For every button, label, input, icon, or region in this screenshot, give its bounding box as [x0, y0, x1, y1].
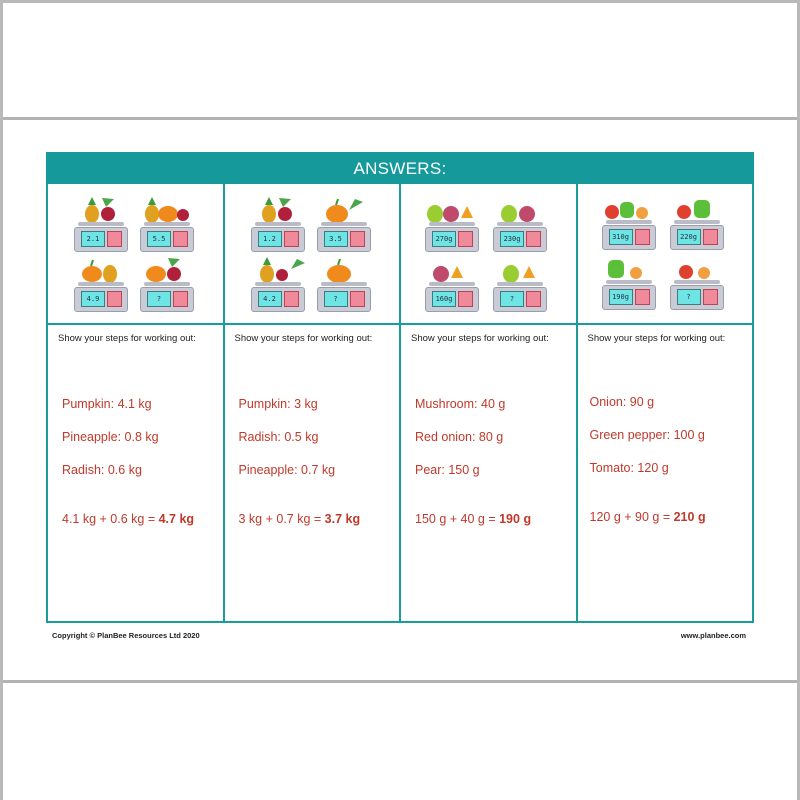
working-out-area: [225, 325, 400, 621]
weighing-scale: [251, 222, 305, 254]
produce-icon: [255, 196, 309, 224]
working-out-prompt: Show your steps for working out:: [234, 333, 373, 344]
produce-icon: [493, 196, 547, 224]
answers-header: ANSWERS:: [46, 152, 754, 184]
produce-icon: [255, 256, 309, 284]
answer-line: Mushroom: 40 g: [415, 397, 506, 411]
answer-line: Pumpkin: 4.1 kg: [62, 397, 152, 411]
produce-icon: [600, 254, 654, 282]
scale-display: 230g: [500, 231, 524, 247]
answer-list: [62, 397, 222, 526]
produce-icon: [670, 254, 724, 282]
produce-icon: [78, 256, 132, 284]
calculation: [239, 512, 399, 526]
calculation-expression: 150 g + 40 g =: [415, 512, 500, 526]
answer-line: Tomato: 120 g: [589, 461, 669, 475]
weighing-scale: [425, 222, 479, 254]
scale-display: 2.1: [81, 231, 105, 247]
weighing-scale: [140, 222, 194, 254]
answers-grid: [46, 184, 754, 623]
weighing-scale: [493, 282, 547, 314]
answer-line: Green pepper: 100 g: [589, 428, 705, 442]
produce-icon: [315, 196, 369, 224]
scale-display: 270g: [432, 231, 456, 247]
scale-display: ?: [324, 291, 348, 307]
working-out-area: [578, 325, 753, 621]
weighing-scale: [425, 282, 479, 314]
answer-line: Onion: 90 g: [589, 395, 655, 409]
copyright-text: Copyright © PlanBee Resources Ltd 2020: [52, 631, 200, 640]
calculation-expression: 120 g + 90 g =: [589, 510, 674, 524]
produce-icon: [138, 196, 192, 224]
produce-icon: [600, 194, 654, 222]
answer-list: [590, 395, 750, 524]
calculation-expression: 3 kg + 0.7 kg =: [238, 512, 325, 526]
weighing-scale: [317, 282, 371, 314]
bottom-margin: [3, 680, 797, 800]
top-margin: [3, 3, 797, 120]
answer-line: Pineapple: 0.7 kg: [238, 463, 336, 477]
weighing-scale: [670, 220, 724, 252]
produce-icon: [78, 196, 132, 224]
scales-illustration: [578, 184, 753, 325]
answer-column-1: [48, 184, 225, 623]
scale-display: 3.5: [324, 231, 348, 247]
weighing-scale: [317, 222, 371, 254]
working-out-prompt: Show your steps for working out:: [58, 333, 196, 344]
scales-illustration: [48, 184, 223, 325]
calculation-expression: 4.1 kg + 0.6 kg =: [62, 512, 159, 526]
answer-line: Red onion: 80 g: [415, 430, 504, 444]
scale-display: 1.2: [258, 231, 282, 247]
page-footer: [46, 623, 754, 645]
weighing-scale: [602, 220, 656, 252]
working-out-prompt: Show your steps for working out:: [587, 333, 726, 344]
produce-icon: [138, 256, 192, 284]
answer-line: Pear: 150 g: [415, 463, 480, 477]
scale-display: ?: [147, 291, 171, 307]
weighing-scale: [602, 280, 656, 312]
scale-display: 4.9: [81, 291, 105, 307]
produce-icon: [670, 194, 724, 222]
answer-column-2: [225, 184, 402, 623]
answer-line: Pineapple: 0.8 kg: [62, 430, 159, 444]
scale-display: 220g: [677, 229, 701, 245]
answer-column-4: [578, 184, 755, 623]
scale-display: 190g: [609, 289, 633, 305]
weighing-scale: [74, 282, 128, 314]
working-out-prompt: Show your steps for working out:: [411, 333, 549, 344]
scale-display: 310g: [609, 229, 633, 245]
answer-line: Radish: 0.6 kg: [62, 463, 142, 477]
weighing-scale: [74, 222, 128, 254]
produce-icon: [423, 196, 477, 224]
scales-illustration: [401, 184, 576, 325]
calculation-result: 190 g: [499, 512, 532, 526]
scales-illustration: [225, 184, 400, 325]
calculation: [62, 512, 222, 526]
working-out-area: [48, 325, 223, 621]
calculation: [415, 512, 575, 526]
scale-display: ?: [500, 291, 524, 307]
scale-display: 160g: [432, 291, 456, 307]
calculation-result: 4.7 kg: [158, 512, 195, 526]
answer-list: [239, 397, 399, 526]
working-out-area: [401, 325, 576, 621]
weighing-scale: [493, 222, 547, 254]
weighing-scale: [251, 282, 305, 314]
produce-icon: [315, 256, 369, 284]
calculation-result: 3.7 kg: [324, 512, 361, 526]
answer-line: Radish: 0.5 kg: [238, 430, 319, 444]
scale-display: 5.5: [147, 231, 171, 247]
calculation: [590, 510, 750, 524]
website-link: www.planbee.com: [680, 631, 746, 640]
weighing-scale: [140, 282, 194, 314]
scale-display: 4.2: [258, 291, 282, 307]
produce-icon: [493, 256, 547, 284]
weighing-scale: [670, 280, 724, 312]
answer-column-3: [401, 184, 578, 623]
produce-icon: [423, 256, 477, 284]
worksheet: [46, 152, 754, 645]
calculation-result: 210 g: [673, 510, 706, 524]
answer-line: Pumpkin: 3 kg: [238, 397, 318, 411]
scale-display: ?: [677, 289, 701, 305]
answer-list: [415, 397, 575, 526]
